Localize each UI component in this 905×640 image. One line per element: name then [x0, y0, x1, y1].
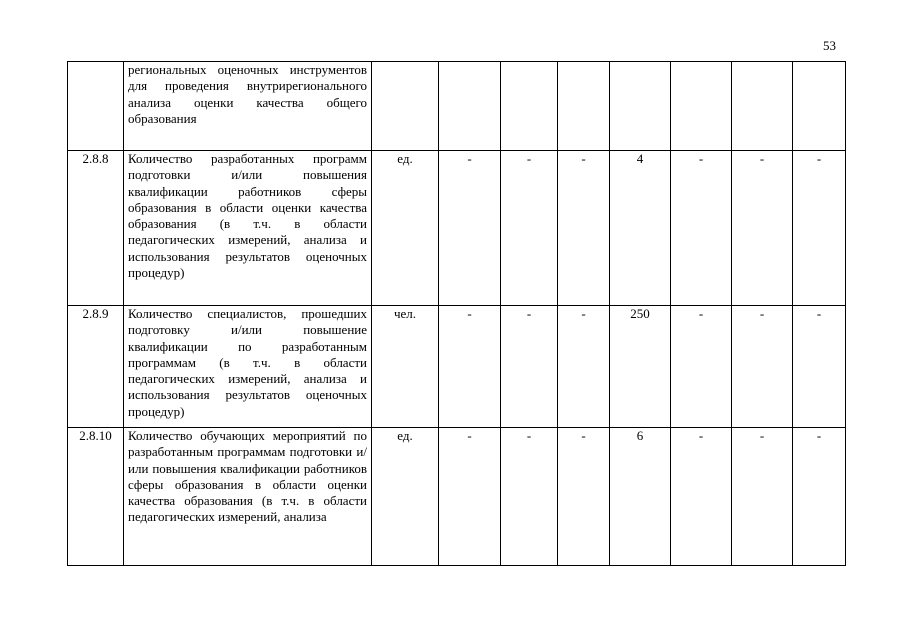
value-cell: 4	[610, 151, 671, 306]
unit-cell: ед.	[372, 151, 439, 306]
value-cell: -	[558, 306, 610, 428]
value-cell	[671, 62, 732, 151]
table-row	[68, 306, 846, 428]
indicator-description: Количество разработанных программ подготовки и/или повышения квалификации работников сферы образования в области оценки качества образования (в т.ч. в области педагогических измерений, анализа и использования результатов оценочных процедур)	[124, 151, 372, 306]
indicator-description: Количество обучающих мероприятий по разработанным программам подготовки и/или повышения квалификации работников сферы образования в области оценки качества образования (в т.ч. в области педагогических измерений, анализа	[124, 428, 372, 566]
value-cell: -	[793, 306, 846, 428]
value-cell: -	[732, 306, 793, 428]
value-cell: -	[793, 151, 846, 306]
indicator-description: Количество специалистов, прошедших подготовку и/или повышение квалификации по разработанным программам (в т.ч. в области педагогических измерений, анализа и использования результатов оценочных процедур)	[124, 306, 372, 428]
table-row	[68, 428, 846, 566]
unit-cell: чел.	[372, 306, 439, 428]
value-cell: -	[671, 428, 732, 566]
value-cell: -	[732, 151, 793, 306]
value-cell: 250	[610, 306, 671, 428]
value-cell: -	[671, 306, 732, 428]
value-cell: -	[501, 151, 558, 306]
value-cell: -	[671, 151, 732, 306]
page-number: 53	[823, 38, 836, 53]
value-cell	[558, 62, 610, 151]
value-cell: -	[439, 428, 501, 566]
value-cell: -	[501, 428, 558, 566]
table-row	[68, 151, 846, 306]
value-cell: -	[732, 428, 793, 566]
row-number: 2.8.10	[68, 428, 124, 566]
row-number	[68, 62, 124, 151]
row-number: 2.8.8	[68, 151, 124, 306]
table-row	[68, 62, 846, 151]
value-cell	[501, 62, 558, 151]
value-cell	[732, 62, 793, 151]
unit-cell	[372, 62, 439, 151]
value-cell: -	[558, 151, 610, 306]
value-cell	[793, 62, 846, 151]
indicators-table	[67, 61, 846, 566]
value-cell	[439, 62, 501, 151]
indicator-description: региональных оценочных инструментов для проведения внутрирегионального анализа оценки качества общего образования	[124, 62, 372, 151]
unit-cell: ед.	[372, 428, 439, 566]
row-number: 2.8.9	[68, 306, 124, 428]
value-cell: 6	[610, 428, 671, 566]
value-cell: -	[558, 428, 610, 566]
value-cell: -	[793, 428, 846, 566]
value-cell: -	[439, 306, 501, 428]
value-cell	[610, 62, 671, 151]
value-cell: -	[439, 151, 501, 306]
value-cell: -	[501, 306, 558, 428]
